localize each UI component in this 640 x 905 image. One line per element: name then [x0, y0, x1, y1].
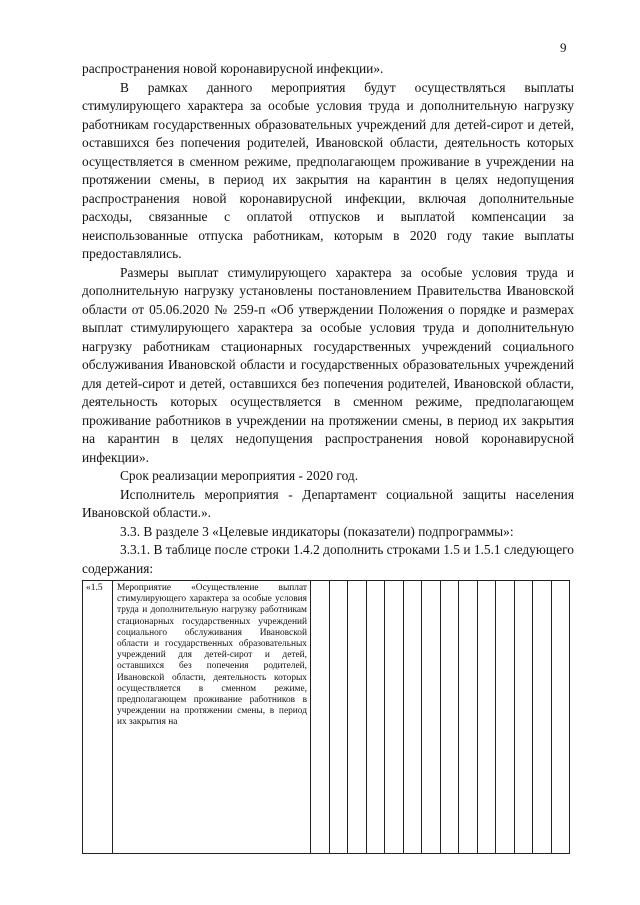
paragraph-table-amendment: 3.3.1. В таблице после строки 1.4.2 дополнить строками 1.5 и 1.5.1 следующего содержания: [82, 542, 574, 576]
table-cell-row-number: «1.5 [83, 581, 113, 854]
paragraph-section-3: 3.3. В разделе 3 «Целевые индикаторы (показатели) подпрограммы»: [120, 523, 514, 539]
paragraph-payment-sizes: Размеры выплат стимулирующего характера за особые условия труда и дополнительную нагрузку установлены постановлением Правительства Ивановской области от 05.06.2020 № 259-п «Об утверждении Положения о порядке и размерах выплат стимулирующего характера за особые условия труда и дополнительную нагрузку работникам стационарных государственных учреждений социального обслуживания Ивановской области и государственных образовательных учреждений для детей-сирот и детей, оставшихся без попечения родителей, Ивановской области, деятельность которых осуществляется в сменном режиме, предполагающем проживание работников в учреждении на протяжении смены, в период их закрытия на карантин в целях недопущения распространения новой коронавирусной инфекции». [82, 264, 574, 465]
table-cell-empty [551, 581, 570, 854]
table-cell-empty [311, 581, 330, 854]
page-number: 9 [560, 40, 567, 55]
paragraph-payments-description: В рамках данного мероприятия будут осуществляться выплаты стимулирующего характера за особые условия труда и дополнительную нагрузку работникам государственных образовательных учреждений для детей-сирот и детей, оставшихся без попечения родителей, Ивановской области, деятельность которых осуществляется в сменном режиме, предполагающем проживание в учреждении на протяжении смены, в период их закрытия на карантин в целях недопущения распространения новой коронавирусной инфекции, включая дополнительные расходы, связанные с оплатой отпусков и выплатой компенсации за неиспользованные отпуска работникам, которым в 2020 году такие выплаты предоставлялись. [82, 79, 574, 261]
paragraph-executor: Исполнитель мероприятия - Департамент социальной защиты населения Ивановской области.». [82, 486, 574, 520]
table-cell-empty [366, 581, 385, 854]
table-cell-row-name: Мероприятие «Осуществление выплат стимулирующего характера за особые условия труда и дополнительную нагрузку работникам стационарных государственных учреждений социального обслуживания Ивановской области и государственных образовательных учреждений для детей-сирот и детей, оставшихся без попечения родителей, Ивановской области, деятельность которых осуществляется в сменном режиме, предполагающем проживание работников в учреждении на протяжении смены, в период их закрытия на [113, 581, 311, 854]
indicators-table [82, 580, 570, 854]
paragraph-continuation: распространения новой коронавирусной инфекции». [82, 61, 384, 76]
table-cell-empty [514, 581, 533, 854]
table-row [83, 581, 570, 854]
table-cell-empty [440, 581, 459, 854]
body-text [82, 60, 574, 578]
paragraph-implementation-period: Срок реализации мероприятия - 2020 год. [120, 468, 359, 483]
table-cell-empty [403, 581, 422, 854]
table-cell-empty [348, 581, 367, 854]
table-cell-empty [533, 581, 552, 854]
table-cell-empty [422, 581, 441, 854]
table-cell-empty [459, 581, 478, 854]
table-cell-empty [329, 581, 348, 854]
table-cell-empty [385, 581, 404, 854]
table-cell-empty [496, 581, 515, 854]
table-cell-empty [477, 581, 496, 854]
